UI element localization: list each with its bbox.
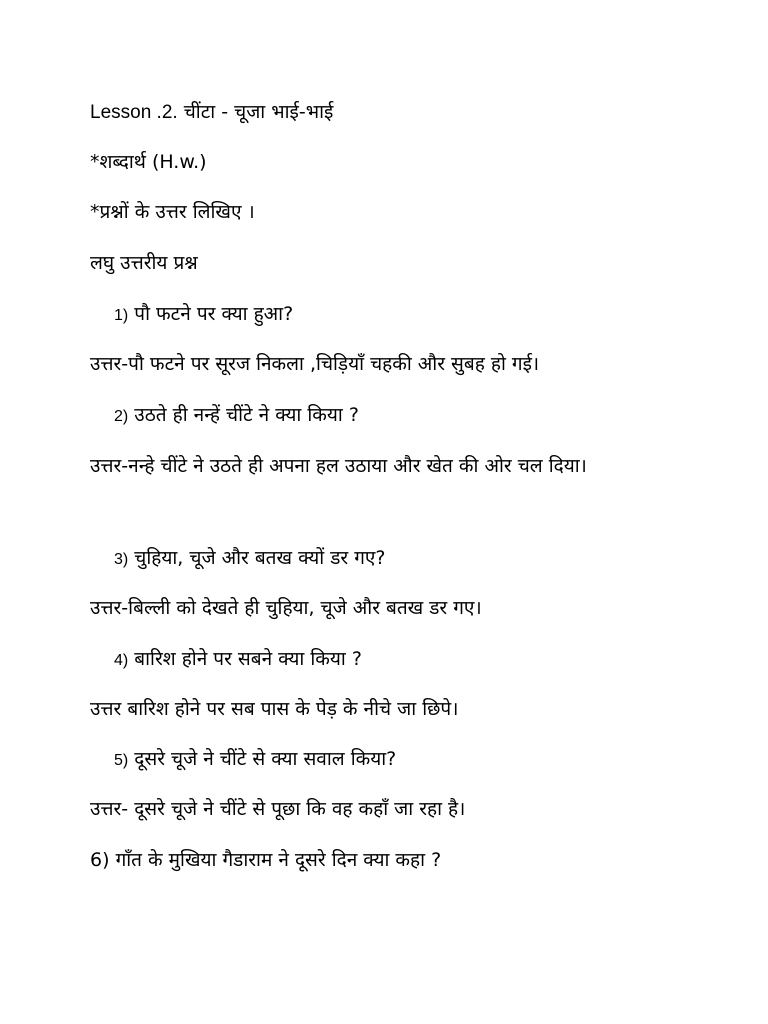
question-1 xyxy=(114,301,754,329)
question-number: 3) xyxy=(114,551,129,568)
question-2 xyxy=(114,402,754,430)
question-text: गाँत के मुखिया गैडाराम ने दूसरे दिन क्या कहा ? xyxy=(115,849,442,871)
question-4 xyxy=(114,646,754,674)
lesson-name: चींटा - चूजा भाई-भाई xyxy=(183,101,334,123)
question-text: चुहिया, चूजे और बतख क्यों डर गए? xyxy=(134,547,386,569)
question-text: उठते ही नन्हें चींटे ने क्या किया ? xyxy=(134,404,359,426)
answer-1: उत्तर-पौ फटने पर सूरज निकला ,चिड़ियाँ चहकी और सुबह हो गई। xyxy=(90,353,540,375)
lesson-title xyxy=(90,99,730,126)
question-text: पौ फटने पर क्या हुआ? xyxy=(134,303,294,325)
answer-3: उत्तर-बिल्ली को देखते ही चुहिया, चूजे और बतख डर गए। xyxy=(90,597,482,619)
lesson-number: Lesson .2. xyxy=(90,102,178,123)
question-number: 2) xyxy=(114,408,129,425)
instruction-text: *प्रश्नों के उत्तर लिखिए । xyxy=(90,201,255,223)
question-number: 1) xyxy=(114,307,129,324)
question-5 xyxy=(114,746,754,774)
question-number: 4) xyxy=(114,652,129,669)
answer-2: उत्तर-नन्हे चींटे ने उठते ही अपना हल उठाया और खेत की ओर चल दिया। xyxy=(90,455,587,477)
vocabulary-note: *शब्दार्थ (H.w.) xyxy=(90,151,207,173)
question-6 xyxy=(90,847,730,873)
question-text: दूसरे चूजे ने चींटे से क्या सवाल किया? xyxy=(134,748,397,770)
section-heading: लघु उत्तरीय प्रश्न xyxy=(90,252,198,274)
answer-5: उत्तर- दूसरे चूजे ने चींटे से पूछा कि वह कहाँ जा रहा है। xyxy=(90,798,466,820)
question-number: 5) xyxy=(114,752,129,769)
question-3 xyxy=(114,545,754,573)
answer-4: उत्तर बारिश होने पर सब पास के पेड़ के नीचे जा छिपे। xyxy=(90,698,459,720)
question-number: 6) xyxy=(90,849,110,871)
question-text: बारिश होने पर सबने क्या किया ? xyxy=(134,648,362,670)
